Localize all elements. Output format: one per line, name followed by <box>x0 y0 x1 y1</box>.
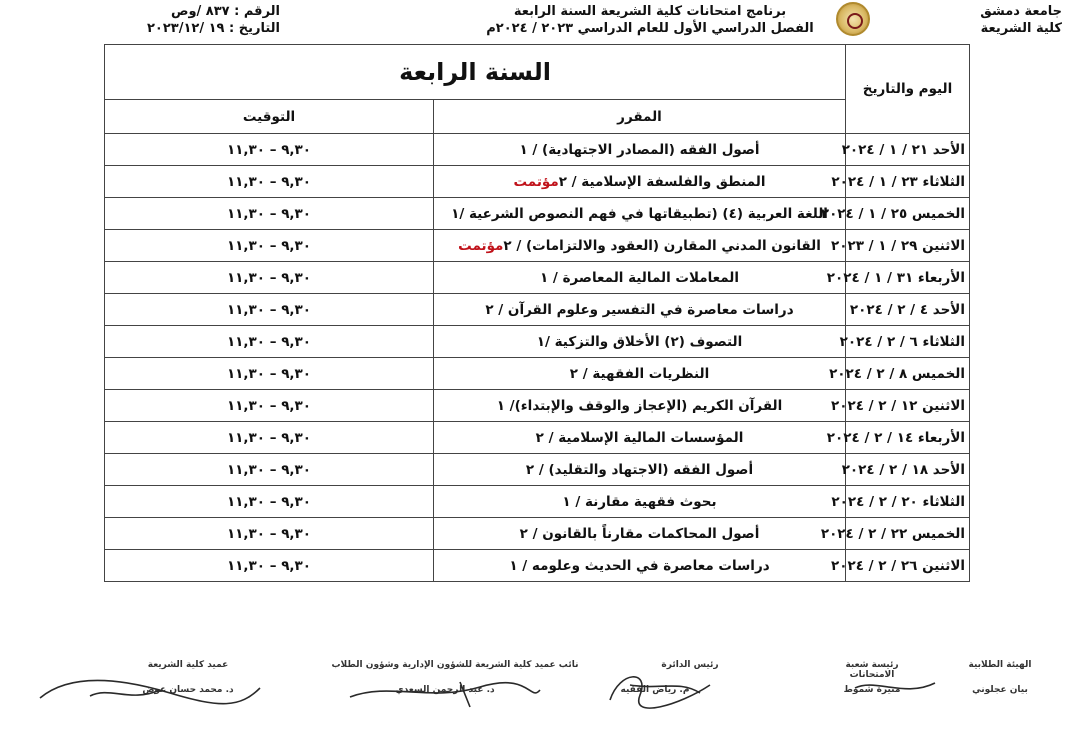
table-row <box>105 166 970 198</box>
table-row <box>105 230 970 262</box>
automated-exam-badge: مؤتمت <box>458 237 504 254</box>
table-body <box>105 134 970 582</box>
table-row <box>105 198 970 230</box>
course-cell <box>434 262 846 294</box>
exam-day-cell: الأربعاء ٣١ / ١ / ٢٠٢٤ <box>846 262 970 294</box>
header-reference <box>140 3 280 37</box>
course-name: النظريات الفقهية / ٢ <box>569 365 710 382</box>
column-header-course: المقرر <box>434 100 846 134</box>
course-cell <box>434 550 846 582</box>
course-cell <box>434 294 846 326</box>
course-name: المؤسسات المالية الإسلامية / ٢ <box>535 429 744 446</box>
exam-time: ٩,٣٠ – ١١,٣٠ <box>226 301 312 318</box>
exam-day-cell: الأحد ١٨ / ٢ / ٢٠٢٤ <box>846 454 970 486</box>
header-program <box>470 3 830 37</box>
course-name: القرآن الكريم (الإعجاز والوقف والإبتداء)/ ١ <box>496 397 783 414</box>
course-name: أصول الفقه (الاجتهاد والتقليد) / ٢ <box>525 461 754 478</box>
signatory-name: منيرة شموط <box>843 685 901 695</box>
header-institution <box>980 3 1062 37</box>
exam-time-cell <box>105 486 434 518</box>
semester-line: الفصل الدراسي الأول للعام الدراسي ٢٠٢٣ / ٢٠٢٤م <box>486 21 814 36</box>
exam-time: ٩,٣٠ – ١١,٣٠ <box>226 557 312 574</box>
table-row <box>105 454 970 486</box>
table-row <box>105 518 970 550</box>
exam-time-cell <box>105 390 434 422</box>
exam-day-cell: الخميس ٢٥ / ١ / ٢٠٢٤ <box>846 198 970 230</box>
exam-time-cell <box>105 294 434 326</box>
course-name: القانون المدني المقارن (العقود والالتزامات) / ٢ <box>503 237 821 254</box>
exam-time-cell <box>105 326 434 358</box>
table-title: السنة الرابعة <box>105 45 846 100</box>
exam-time-cell <box>105 230 434 262</box>
course-name: أصول الفقه (المصادر الاجتهادية) / ١ <box>519 141 760 158</box>
exam-time: ٩,٣٠ – ١١,٣٠ <box>226 141 312 158</box>
table-row <box>105 358 970 390</box>
table-row <box>105 550 970 582</box>
university-name: جامعة دمشق <box>980 4 1062 19</box>
table-row <box>105 486 970 518</box>
course-cell <box>434 198 846 230</box>
signature-role: الهيئة الطلابية <box>968 660 1032 670</box>
exam-time: ٩,٣٠ – ١١,٣٠ <box>226 333 312 350</box>
course-name: المعاملات المالية المعاصرة / ١ <box>539 269 740 286</box>
course-cell <box>434 326 846 358</box>
university-logo-icon <box>836 2 870 36</box>
reference-number: الرقم : ٨٣٧ /وص <box>170 4 280 19</box>
course-cell <box>434 518 846 550</box>
exam-day-cell: الاثنين ١٢ / ٢ / ٢٠٢٤ <box>846 390 970 422</box>
exam-time: ٩,٣٠ – ١١,٣٠ <box>226 525 312 542</box>
table-row <box>105 294 970 326</box>
course-cell <box>434 390 846 422</box>
course-cell <box>434 358 846 390</box>
exam-time: ٩,٣٠ – ١١,٣٠ <box>226 429 312 446</box>
faculty-name: كلية الشريعة <box>980 21 1062 36</box>
column-header-day: اليوم والتاريخ <box>846 45 970 134</box>
exam-day-cell: الثلاثاء ٦ / ٢ / ٢٠٢٤ <box>846 326 970 358</box>
exam-time: ٩,٣٠ – ١١,٣٠ <box>226 365 312 382</box>
handwritten-signature-icon <box>30 668 270 728</box>
course-cell <box>434 454 846 486</box>
handwritten-signature-icon <box>600 665 840 725</box>
exam-day-cell: الأحد ٤ / ٢ / ٢٠٢٤ <box>846 294 970 326</box>
signatory-name: د. عبد الرحمن السعدي <box>395 685 495 695</box>
exam-time: ٩,٣٠ – ١١,٣٠ <box>226 493 312 510</box>
handwritten-signature-icon <box>340 672 580 732</box>
course-name: التصوف (٢) الأخلاق والتزكية /١ <box>536 333 743 350</box>
signature-role: رئيس الدائرة <box>661 660 719 670</box>
signatory-name: بيان عجلوني <box>972 685 1028 695</box>
exam-day-cell: الخميس ٢٢ / ٢ / ٢٠٢٤ <box>846 518 970 550</box>
course-cell <box>434 230 846 262</box>
exam-time: ٩,٣٠ – ١١,٣٠ <box>226 269 312 286</box>
course-cell <box>434 134 846 166</box>
table-row <box>105 422 970 454</box>
exam-time-cell <box>105 166 434 198</box>
table-row <box>105 326 970 358</box>
course-name: بحوث فقهية مقارنة / ١ <box>562 493 717 510</box>
course-name: دراسات معاصرة في الحديث وعلومه / ١ <box>509 557 770 574</box>
program-title: برنامج امتحانات كلية الشريعة السنة الرابعة <box>513 4 787 19</box>
exam-time-cell <box>105 198 434 230</box>
column-header-time: التوقيت <box>105 100 434 134</box>
course-name: أصول المحاكمات مقارناً بالقانون / ٢ <box>519 525 760 542</box>
course-name: دراسات معاصرة في التفسير وعلوم القرآن / ٢ <box>485 301 794 318</box>
exam-time-cell <box>105 358 434 390</box>
signatory-name: م. رياض الفقيه <box>620 685 690 695</box>
course-cell <box>434 166 846 198</box>
table-row <box>105 390 970 422</box>
exam-time-cell <box>105 518 434 550</box>
exam-day-cell: الأحد ٢١ / ١ / ٢٠٢٤ <box>846 134 970 166</box>
exam-day-cell: الاثنين ٢٦ / ٢ / ٢٠٢٤ <box>846 550 970 582</box>
signature-role: عميد كلية الشريعة <box>147 660 229 670</box>
course-name: المنطق والفلسفة الإسلامية / ٢ <box>558 173 766 190</box>
exam-day-cell: الثلاثاء ٢٣ / ١ / ٢٠٢٤ <box>846 166 970 198</box>
course-name: اللغة العربية (٤) (تطبيقاتها في فهم النصوص الشرعية /١ <box>451 205 828 222</box>
exam-time: ٩,٣٠ – ١١,٣٠ <box>226 173 312 190</box>
course-cell <box>434 422 846 454</box>
exam-time-cell <box>105 550 434 582</box>
exam-day-cell: الاثنين ٢٩ / ١ / ٢٠٢٣ <box>846 230 970 262</box>
table-row <box>105 134 970 166</box>
signature-role: رئيسة شعبة الامتحانات <box>845 660 899 680</box>
exam-time-cell <box>105 454 434 486</box>
exam-time: ٩,٣٠ – ١١,٣٠ <box>226 237 312 254</box>
exam-time-cell <box>105 262 434 294</box>
exam-day-cell: الخميس ٨ / ٢ / ٢٠٢٤ <box>846 358 970 390</box>
exam-time: ٩,٣٠ – ١١,٣٠ <box>226 397 312 414</box>
exam-schedule-table <box>104 44 970 582</box>
signatory-name: د. محمد حسان عوض <box>142 685 234 695</box>
exam-time: ٩,٣٠ – ١١,٣٠ <box>226 461 312 478</box>
signature-role: نائب عميد كلية الشريعة للشؤون الإدارية وشؤون الطلاب <box>331 660 579 670</box>
exam-time-cell <box>105 134 434 166</box>
exam-day-cell: الثلاثاء ٢٠ / ٢ / ٢٠٢٤ <box>846 486 970 518</box>
exam-day-cell: الأربعاء ١٤ / ٢ / ٢٠٢٤ <box>846 422 970 454</box>
exam-time-cell <box>105 422 434 454</box>
document-date: التاريخ : ١٩ /٢٠٢٣/١٢ <box>146 21 280 36</box>
table-row <box>105 262 970 294</box>
exam-time: ٩,٣٠ – ١١,٣٠ <box>226 205 312 222</box>
course-cell <box>434 486 846 518</box>
handwritten-signature-icon <box>845 668 1085 728</box>
automated-exam-badge: مؤتمت <box>513 173 559 190</box>
